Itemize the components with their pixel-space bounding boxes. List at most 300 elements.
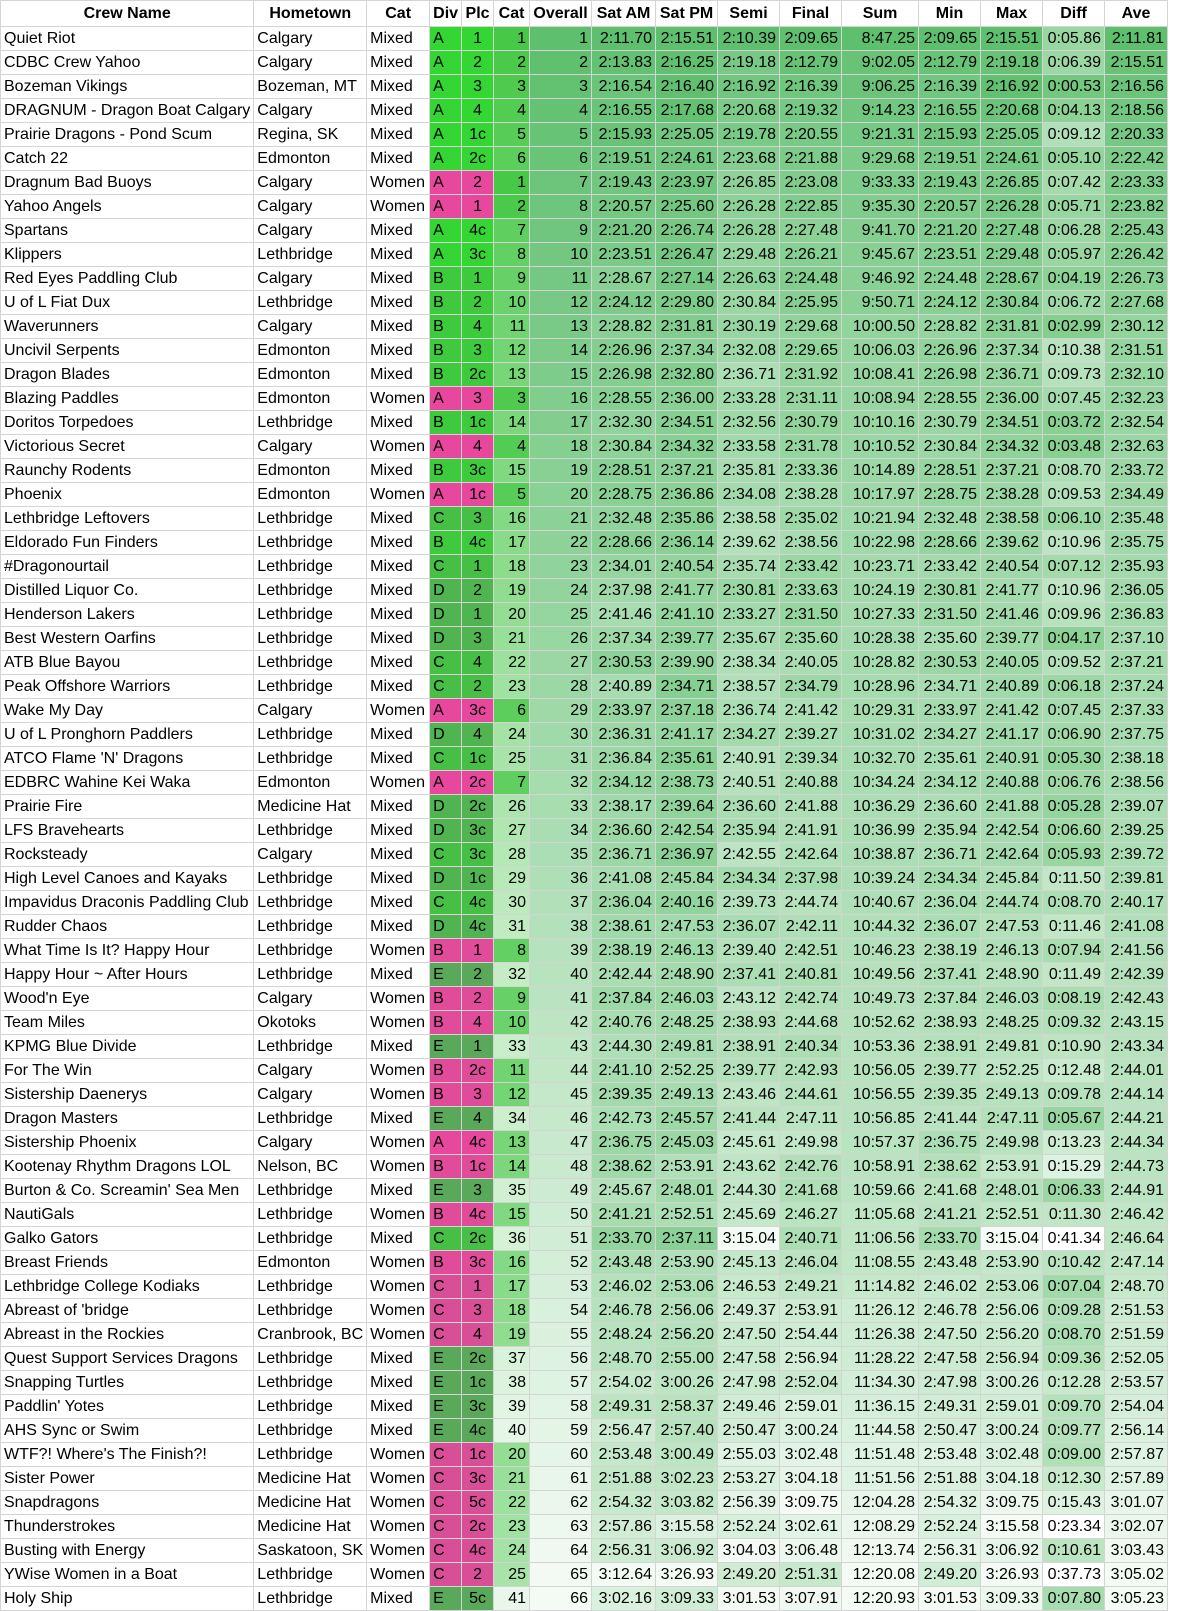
min-cell[interactable]: 2:31.50 [919,603,981,627]
final-cell[interactable]: 3:04.18 [780,1467,842,1491]
max-cell[interactable]: 2:41.88 [981,795,1043,819]
division-cell[interactable]: A [430,387,462,411]
table-row[interactable] [1,1515,1168,1539]
hometown-cell[interactable]: Lethbridge [254,243,367,267]
min-cell[interactable]: 2:35.60 [919,627,981,651]
final-header[interactable]: Final [780,1,842,27]
diff-cell[interactable]: 0:08.19 [1043,987,1105,1011]
min-cell[interactable]: 2:24.12 [919,291,981,315]
category-rank-cell[interactable]: 18 [494,555,530,579]
hometown-cell[interactable]: Calgary [254,699,367,723]
sum-cell[interactable]: 10:56.55 [842,1083,919,1107]
division-cell[interactable]: A [430,699,462,723]
semi-cell[interactable]: 2:49.46 [718,1395,780,1419]
table-row[interactable] [1,1035,1168,1059]
crew-name-cell[interactable]: LFS Bravehearts [1,819,254,843]
average-cell[interactable]: 2:48.70 [1105,1275,1168,1299]
sat-am-cell[interactable]: 2:40.76 [592,1011,656,1035]
overall-rank-cell[interactable]: 50 [530,1203,592,1227]
category-rank-cell[interactable]: 39 [494,1395,530,1419]
sat-pm-header[interactable]: Sat PM [656,1,718,27]
division-cell[interactable]: C [430,1275,462,1299]
overall-rank-cell[interactable]: 60 [530,1443,592,1467]
overall-rank-cell[interactable]: 66 [530,1587,592,1611]
min-cell[interactable]: 2:30.81 [919,579,981,603]
overall-rank-cell[interactable]: 32 [530,771,592,795]
place-cell[interactable]: 1c [462,1155,494,1179]
table-row[interactable] [1,291,1168,315]
category-rank-cell[interactable]: 17 [494,1275,530,1299]
max-cell[interactable]: 2:41.77 [981,579,1043,603]
diff-cell[interactable]: 0:08.70 [1043,891,1105,915]
table-row[interactable] [1,1443,1168,1467]
sat-pm-cell[interactable]: 3:03.82 [656,1491,718,1515]
overall-rank-cell[interactable]: 49 [530,1179,592,1203]
division-cell[interactable]: C [430,1323,462,1347]
division-cell[interactable]: B [430,315,462,339]
category-cell[interactable]: Mixed [367,1179,430,1203]
category-cell[interactable]: Mixed [367,579,430,603]
final-cell[interactable]: 2:59.01 [780,1395,842,1419]
semi-cell[interactable]: 2:43.62 [718,1155,780,1179]
category-rank-cell[interactable]: 14 [494,1155,530,1179]
average-cell[interactable]: 2:47.14 [1105,1251,1168,1275]
category-rank-cell[interactable]: 13 [494,363,530,387]
final-cell[interactable]: 2:42.64 [780,843,842,867]
min-cell[interactable]: 2:21.20 [919,219,981,243]
table-row[interactable] [1,1083,1168,1107]
diff-cell[interactable]: 0:12.48 [1043,1059,1105,1083]
category-rank-cell[interactable]: 33 [494,1035,530,1059]
sum-cell[interactable]: 10:14.89 [842,459,919,483]
table-row[interactable] [1,459,1168,483]
hometown-cell[interactable]: Lethbridge [254,1587,367,1611]
crew-name-cell[interactable]: Victorious Secret [1,435,254,459]
place-cell[interactable]: 2c [462,363,494,387]
category-cell[interactable]: Women [367,1275,430,1299]
semi-cell[interactable]: 2:43.46 [718,1083,780,1107]
sat-am-cell[interactable]: 2:37.34 [592,627,656,651]
sat-am-cell[interactable]: 2:38.17 [592,795,656,819]
max-cell[interactable]: 2:41.46 [981,603,1043,627]
sum-cell[interactable]: 10:08.41 [842,363,919,387]
sum-cell[interactable]: 10:58.91 [842,1155,919,1179]
table-row[interactable] [1,1275,1168,1299]
diff-cell[interactable]: 0:09.53 [1043,483,1105,507]
division-cell[interactable]: C [430,1515,462,1539]
semi-cell[interactable]: 2:36.60 [718,795,780,819]
table-row[interactable] [1,675,1168,699]
sat-pm-cell[interactable]: 2:52.25 [656,1059,718,1083]
semi-cell[interactable]: 2:55.03 [718,1443,780,1467]
table-row[interactable] [1,243,1168,267]
sat-pm-cell[interactable]: 2:34.51 [656,411,718,435]
semi-cell[interactable]: 2:33.28 [718,387,780,411]
table-row[interactable] [1,27,1168,51]
semi-cell[interactable]: 2:19.18 [718,51,780,75]
max-cell[interactable]: 2:40.89 [981,675,1043,699]
diff-cell[interactable]: 0:03.72 [1043,411,1105,435]
sat-am-cell[interactable]: 3:12.64 [592,1563,656,1587]
category-cell[interactable]: Women [367,1083,430,1107]
place-cell[interactable]: 4c [462,915,494,939]
final-cell[interactable]: 2:42.74 [780,987,842,1011]
category-cell[interactable]: Women [367,699,430,723]
sat-pm-cell[interactable]: 2:46.03 [656,987,718,1011]
crew-name-cell[interactable]: DRAGNUM - Dragon Boat Calgary [1,99,254,123]
sum-cell[interactable]: 10:21.94 [842,507,919,531]
max-cell[interactable]: 2:47.53 [981,915,1043,939]
average-cell[interactable]: 2:35.93 [1105,555,1168,579]
category-rank-cell[interactable]: 11 [494,1059,530,1083]
hometown-cell[interactable]: Calgary [254,1083,367,1107]
semi-cell[interactable]: 2:37.41 [718,963,780,987]
average-cell[interactable]: 2:44.73 [1105,1155,1168,1179]
average-cell[interactable]: 2:20.33 [1105,123,1168,147]
place-cell[interactable]: 2 [462,291,494,315]
hometown-cell[interactable]: Lethbridge [254,867,367,891]
sat-pm-cell[interactable]: 3:00.49 [656,1443,718,1467]
overall-rank-cell[interactable]: 48 [530,1155,592,1179]
table-row[interactable] [1,435,1168,459]
sat-pm-cell[interactable]: 3:00.26 [656,1371,718,1395]
division-cell[interactable]: B [430,459,462,483]
category-rank-cell[interactable]: 18 [494,1299,530,1323]
sat-pm-cell[interactable]: 2:37.34 [656,339,718,363]
category-rank-cell[interactable]: 8 [494,939,530,963]
sat-am-cell[interactable]: 2:56.31 [592,1539,656,1563]
min-cell[interactable]: 2:30.79 [919,411,981,435]
hometown-cell[interactable]: Lethbridge [254,1371,367,1395]
max-cell[interactable]: 3:00.26 [981,1371,1043,1395]
hometown-cell[interactable]: Lethbridge [254,915,367,939]
sat-pm-cell[interactable]: 2:15.51 [656,27,718,51]
place-cell[interactable]: 1 [462,1275,494,1299]
crew-name-cell[interactable]: Peak Offshore Warriors [1,675,254,699]
sum-cell[interactable]: 9:50.71 [842,291,919,315]
sum-cell[interactable]: 10:56.05 [842,1059,919,1083]
overall-rank-cell[interactable]: 6 [530,147,592,171]
max-cell[interactable]: 2:45.84 [981,867,1043,891]
sat-am-cell[interactable]: 2:36.75 [592,1131,656,1155]
average-cell[interactable]: 2:44.14 [1105,1083,1168,1107]
category-cell[interactable]: Mixed [367,99,430,123]
diff-cell[interactable]: 0:07.45 [1043,387,1105,411]
max-cell[interactable]: 2:53.90 [981,1251,1043,1275]
average-cell[interactable]: 2:11.81 [1105,27,1168,51]
category-rank-cell[interactable]: 35 [494,1179,530,1203]
division-cell[interactable]: E [430,1371,462,1395]
semi-cell[interactable]: 2:49.20 [718,1563,780,1587]
sat-am-cell[interactable]: 2:32.30 [592,411,656,435]
average-cell[interactable]: 2:43.15 [1105,1011,1168,1035]
hometown-cell[interactable]: Cranbrook, BC [254,1323,367,1347]
hometown-cell[interactable]: Edmonton [254,483,367,507]
sum-cell[interactable]: 10:08.94 [842,387,919,411]
average-cell[interactable]: 2:27.68 [1105,291,1168,315]
sum-cell[interactable]: 10:27.33 [842,603,919,627]
diff-cell[interactable]: 0:07.42 [1043,171,1105,195]
semi-cell[interactable]: 2:40.91 [718,747,780,771]
sat-am-cell[interactable]: 2:21.20 [592,219,656,243]
final-cell[interactable]: 2:41.91 [780,819,842,843]
category-rank-cell[interactable]: 11 [494,315,530,339]
overall-rank-cell[interactable]: 63 [530,1515,592,1539]
max-cell[interactable]: 2:30.84 [981,291,1043,315]
crew-name-cell[interactable]: Wood'n Eye [1,987,254,1011]
min-cell[interactable]: 2:41.44 [919,1107,981,1131]
crew-name-cell[interactable]: Rocksteady [1,843,254,867]
table-row[interactable] [1,579,1168,603]
table-row[interactable] [1,891,1168,915]
sum-cell[interactable]: 11:26.38 [842,1323,919,1347]
table-row[interactable] [1,1419,1168,1443]
overall-rank-cell[interactable]: 59 [530,1419,592,1443]
min-cell[interactable]: 2:38.91 [919,1035,981,1059]
hometown-cell[interactable]: Calgary [254,435,367,459]
division-cell[interactable]: A [430,171,462,195]
category-cell[interactable]: Women [367,987,430,1011]
max-cell[interactable]: 2:15.51 [981,27,1043,51]
sat-am-cell[interactable]: 2:36.31 [592,723,656,747]
average-cell[interactable]: 2:32.54 [1105,411,1168,435]
sum-cell[interactable]: 9:41.70 [842,219,919,243]
overall-rank-cell[interactable]: 7 [530,171,592,195]
min-cell[interactable]: 2:33.70 [919,1227,981,1251]
place-cell[interactable]: 1c [462,411,494,435]
division-cell[interactable]: B [430,1059,462,1083]
category-cell[interactable]: Mixed [367,795,430,819]
hometown-cell[interactable]: Lethbridge [254,1227,367,1251]
sum-cell[interactable]: 11:51.56 [842,1467,919,1491]
average-cell[interactable]: 2:16.56 [1105,75,1168,99]
sat-am-cell[interactable]: 2:48.24 [592,1323,656,1347]
diff-cell[interactable]: 0:09.32 [1043,1011,1105,1035]
crew-name-cell[interactable]: Distilled Liquor Co. [1,579,254,603]
average-cell[interactable]: 3:02.07 [1105,1515,1168,1539]
category-rank-cell[interactable]: 26 [494,795,530,819]
hometown-cell[interactable]: Lethbridge [254,531,367,555]
min-cell[interactable]: 2:47.98 [919,1371,981,1395]
division-cell[interactable]: C [430,891,462,915]
division-cell[interactable]: E [430,1035,462,1059]
crew-name-cell[interactable]: Prairie Dragons - Pond Scum [1,123,254,147]
sat-pm-cell[interactable]: 2:53.91 [656,1155,718,1179]
final-cell[interactable]: 2:46.04 [780,1251,842,1275]
diff-cell[interactable]: 0:06.18 [1043,675,1105,699]
min-cell[interactable]: 2:16.55 [919,99,981,123]
max-cell[interactable]: 2:38.28 [981,483,1043,507]
overall-rank-cell[interactable]: 46 [530,1107,592,1131]
place-cell[interactable]: 2 [462,963,494,987]
semi-cell[interactable]: 3:15.04 [718,1227,780,1251]
min-cell[interactable]: 2:30.53 [919,651,981,675]
overall-rank-cell[interactable]: 31 [530,747,592,771]
sat-pm-cell[interactable]: 2:45.57 [656,1107,718,1131]
crew-name-cell[interactable]: Dragon Masters [1,1107,254,1131]
average-cell[interactable]: 2:37.10 [1105,627,1168,651]
overall-rank-cell[interactable]: 41 [530,987,592,1011]
place-cell[interactable]: 1 [462,195,494,219]
semi-cell[interactable]: 2:19.78 [718,123,780,147]
division-cell[interactable]: C [430,1563,462,1587]
average-cell[interactable]: 2:38.56 [1105,771,1168,795]
crew-name-cell[interactable]: Abreast of 'bridge [1,1299,254,1323]
average-cell[interactable]: 3:05.02 [1105,1563,1168,1587]
table-row[interactable] [1,219,1168,243]
min-cell[interactable]: 2:54.32 [919,1491,981,1515]
category-cell[interactable]: Mixed [367,843,430,867]
crew-name-cell[interactable]: Sister Power [1,1467,254,1491]
place-cell[interactable]: 3c [462,699,494,723]
average-cell[interactable]: 2:46.42 [1105,1203,1168,1227]
sat-am-cell[interactable]: 2:32.48 [592,507,656,531]
sat-am-cell[interactable]: 2:41.46 [592,603,656,627]
place-cell[interactable]: 2 [462,1563,494,1587]
crew-name-cell[interactable]: Klippers [1,243,254,267]
category-rank-cell[interactable]: 36 [494,1227,530,1251]
category-cell[interactable]: Mixed [367,1347,430,1371]
division-cell[interactable]: D [430,915,462,939]
max-cell[interactable]: 2:40.88 [981,771,1043,795]
max-cell[interactable]: 2:39.62 [981,531,1043,555]
place-cell[interactable]: 3c [462,1395,494,1419]
division-cell[interactable]: E [430,1179,462,1203]
category-cell[interactable]: Mixed [367,243,430,267]
final-cell[interactable]: 2:22.85 [780,195,842,219]
table-row[interactable] [1,1227,1168,1251]
min-cell[interactable]: 2:36.04 [919,891,981,915]
division-cell[interactable]: B [430,363,462,387]
place-cell[interactable]: 3 [462,1299,494,1323]
category-cell[interactable]: Women [367,387,430,411]
category-cell[interactable]: Women [367,1059,430,1083]
division-cell[interactable]: C [430,1539,462,1563]
semi-cell[interactable]: 2:35.94 [718,819,780,843]
diff-cell[interactable]: 0:10.42 [1043,1251,1105,1275]
sat-am-cell[interactable]: 2:38.19 [592,939,656,963]
sum-cell[interactable]: 10:29.31 [842,699,919,723]
final-cell[interactable]: 3:00.24 [780,1419,842,1443]
division-cell[interactable]: A [430,771,462,795]
category-cell[interactable]: Women [367,195,430,219]
place-cell[interactable]: 1 [462,1035,494,1059]
sum-cell[interactable]: 12:20.93 [842,1587,919,1611]
overall-rank-cell[interactable]: 28 [530,675,592,699]
min-cell[interactable]: 2:37.84 [919,987,981,1011]
category-cell[interactable]: Mixed [367,339,430,363]
average-cell[interactable]: 2:32.63 [1105,435,1168,459]
place-header[interactable]: Plc [462,1,494,27]
category-rank-cell[interactable]: 25 [494,1563,530,1587]
semi-cell[interactable]: 2:32.08 [718,339,780,363]
sat-am-cell[interactable]: 2:15.93 [592,123,656,147]
crew-name-cell[interactable]: Thunderstrokes [1,1515,254,1539]
diff-cell[interactable]: 0:10.61 [1043,1539,1105,1563]
category-rank-cell[interactable]: 23 [494,1515,530,1539]
average-cell[interactable]: 2:15.51 [1105,51,1168,75]
place-cell[interactable]: 3 [462,75,494,99]
crew-name-cell[interactable]: Bozeman Vikings [1,75,254,99]
diff-cell[interactable]: 0:05.97 [1043,243,1105,267]
overall-rank-cell[interactable]: 2 [530,51,592,75]
category-rank-cell[interactable]: 8 [494,243,530,267]
place-cell[interactable]: 3c [462,843,494,867]
sum-cell[interactable]: 10:31.02 [842,723,919,747]
category-cell[interactable]: Mixed [367,75,430,99]
place-cell[interactable]: 3 [462,1179,494,1203]
min-cell[interactable]: 2:36.60 [919,795,981,819]
division-cell[interactable]: A [430,483,462,507]
crew-name-cell[interactable]: Yahoo Angels [1,195,254,219]
place-cell[interactable]: 2c [462,1227,494,1251]
min-cell[interactable]: 2:16.39 [919,75,981,99]
semi-cell[interactable]: 2:45.61 [718,1131,780,1155]
place-cell[interactable]: 1 [462,939,494,963]
sum-cell[interactable]: 10:39.24 [842,867,919,891]
place-cell[interactable]: 1c [462,1443,494,1467]
max-cell[interactable]: 2:52.25 [981,1059,1043,1083]
overall-rank-cell[interactable]: 51 [530,1227,592,1251]
max-cell[interactable]: 2:49.98 [981,1131,1043,1155]
category-cell[interactable]: Mixed [367,27,430,51]
semi-cell[interactable]: 2:39.40 [718,939,780,963]
hometown-cell[interactable]: Medicine Hat [254,1467,367,1491]
table-row[interactable] [1,1059,1168,1083]
table-row[interactable] [1,771,1168,795]
sat-pm-cell[interactable]: 2:46.13 [656,939,718,963]
max-cell[interactable]: 2:46.13 [981,939,1043,963]
average-cell[interactable]: 2:42.39 [1105,963,1168,987]
sum-cell[interactable]: 9:33.33 [842,171,919,195]
place-cell[interactable]: 4c [462,219,494,243]
min-cell[interactable]: 2:34.27 [919,723,981,747]
sum-cell[interactable]: 10:56.85 [842,1107,919,1131]
sum-cell[interactable]: 11:06.56 [842,1227,919,1251]
sat-am-cell[interactable]: 2:19.51 [592,147,656,171]
final-cell[interactable]: 2:52.04 [780,1371,842,1395]
place-cell[interactable]: 3 [462,339,494,363]
table-row[interactable] [1,843,1168,867]
semi-cell[interactable]: 2:38.93 [718,1011,780,1035]
category-cell[interactable]: Women [367,1155,430,1179]
diff-cell[interactable]: 0:06.39 [1043,51,1105,75]
hometown-cell[interactable]: Lethbridge [254,555,367,579]
category-cell[interactable]: Mixed [367,1587,430,1611]
min-cell[interactable]: 2:15.93 [919,123,981,147]
final-cell[interactable]: 2:42.93 [780,1059,842,1083]
division-cell[interactable]: C [430,1491,462,1515]
category-rank-cell[interactable]: 38 [494,1371,530,1395]
category-cell[interactable]: Mixed [367,915,430,939]
place-cell[interactable]: 4c [462,1203,494,1227]
hometown-cell[interactable]: Okotoks [254,1011,367,1035]
category-cell[interactable]: Women [367,939,430,963]
sum-cell[interactable]: 10:38.87 [842,843,919,867]
table-row[interactable] [1,963,1168,987]
category-cell[interactable]: Women [367,1203,430,1227]
sum-cell[interactable]: 12:20.08 [842,1563,919,1587]
hometown-cell[interactable]: Calgary [254,315,367,339]
max-cell[interactable]: 2:39.77 [981,627,1043,651]
diff-cell[interactable]: 0:13.23 [1043,1131,1105,1155]
semi-cell[interactable]: 2:38.34 [718,651,780,675]
max-cell[interactable]: 2:49.81 [981,1035,1043,1059]
sum-cell[interactable]: 9:06.25 [842,75,919,99]
division-cell[interactable]: A [430,99,462,123]
sat-am-cell[interactable]: 2:38.61 [592,915,656,939]
min-cell[interactable]: 2:28.75 [919,483,981,507]
